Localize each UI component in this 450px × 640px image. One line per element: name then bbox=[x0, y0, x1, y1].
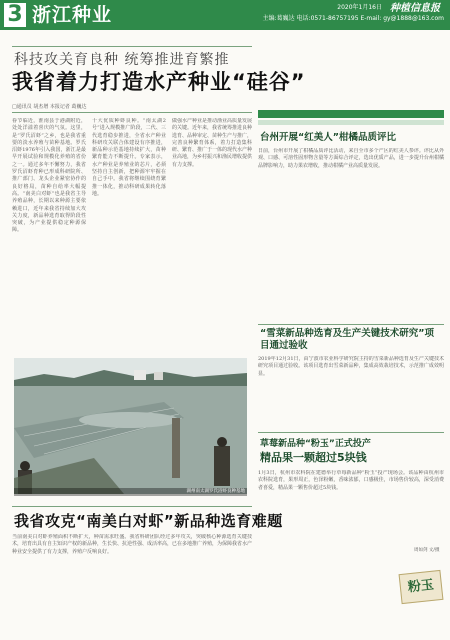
masthead-logo: 种植信息报 bbox=[390, 3, 440, 14]
divider bbox=[258, 324, 444, 325]
photo-credit: 周如剑 文/摄 bbox=[414, 548, 440, 553]
photo-caption: 湖州南太湖罗氏沼虾良种基地 bbox=[14, 488, 247, 496]
sidebar-header-bar bbox=[258, 110, 444, 118]
article-column-2: 十大优质种虾良种。“南太湖2号”进入规模推广阶段，二代、三代选育稳步推进，全省水产种业科研攻关联合体建设有序推进，新品种示范基地持续扩大，苗种繁育能力不断提升。专家表示，水产种业是养殖业的芯片，必须坚持自主创新，把种源牢牢握在自己手中。我省将继续围绕育繁推一体化，推动科研成果转化落地。 bbox=[92, 118, 166, 197]
sidebar-article-3-body: 1月3日，杭州市农科院在建德举行草莓新品种“粉玉”投产现场会。该品种由杭州市农科院选育，果形周正，色泽粉嫩，香味浓郁，口感极佳，市场售价较高，深受消费者喜爱，精品果一颗售价超过5块钱。 bbox=[258, 470, 444, 491]
editor-contacts: 主编:葛巍达 电话:0571-86757195 E-mail: gy@1888@163.com bbox=[262, 15, 444, 22]
issue-date: 2020年1月16日 bbox=[337, 4, 382, 11]
fenyu-brand-seal: 粉玉 bbox=[399, 570, 444, 604]
second-article-headline: 我省攻克“南美白对虾”新品种选育难题 bbox=[14, 512, 283, 530]
sidebar-article-1-title: 台州开展“红美人”柑橘品质评比 bbox=[260, 132, 396, 143]
article-column-1: 眷节临近，淮南县于港湖附近，处处洋溢着喜庆的气氛。这里，是“罗氏沼虾”之乡，也是我省重要的淡水养殖与苗种基地。罗氏沼虾1976年引入我国，浙江是最早开展试验和规模化养殖的省份之一。通过多年不懈努力，我省罗氏沼虾育种已形成科研院所、推广部门、龙头企业紧密协作的良好格局，苗种自给率大幅提高。“南美白对虾”也是我省主导养殖品种，长期以来种源主要依赖进口，近年来我省持续加大攻关力度，新品种选育取得阶段性突破，为产业提供稳定种源保障。 bbox=[12, 118, 86, 234]
article-headline: 我省着力打造水产种业“硅谷” bbox=[12, 70, 306, 94]
section-title: 浙江种业 bbox=[32, 4, 113, 26]
sidebar-article-1-body: 日前，台州市开展了柑橘品质评比活动，来自全市多个产区的红美人参评。评比从外观、口感、可溶性固形物含量等方面综合评定，选出优质产品，进一步提升台州柑橘品牌影响力，助力果农增收，推动柑橘产业高质量发展。 bbox=[258, 148, 444, 169]
shrimp-farm-photo bbox=[14, 358, 247, 494]
divider bbox=[12, 112, 252, 113]
sidebar-column bbox=[258, 110, 444, 604]
sidebar-article-3-title: 草莓新品种“粉玉”正式投产 bbox=[260, 439, 371, 449]
sidebar-article-3-subtitle: 精品果一颗超过5块钱 bbox=[260, 451, 367, 464]
sidebar-article-2-body: 2019年12月31日，由宁波市农业科学研究院主持的雪菜新品种选育及生产关键技术研究项目通过验收。该项目选育出雪菜新品种，集成高效栽培技术，示范推广成效明显。 bbox=[258, 356, 444, 377]
divider bbox=[12, 46, 252, 47]
sidebar-subheader-bar bbox=[258, 120, 444, 125]
page-number: 3 bbox=[4, 3, 26, 27]
article-column-3: 做强水产种业是推动渔业高质量发展的关键。近年来，我省统筹推进良种选育、品种审定、苗种生产与推广，完善良种繁育体系，着力打造集科研、繁育、推广于一体的现代水产种业高地，为乡村振兴和渔民增收提供有力支撑。 bbox=[172, 118, 252, 168]
divider bbox=[12, 506, 252, 507]
divider bbox=[258, 432, 444, 433]
sidebar-article-2-title: “雪菜新品种选育及生产关键技术研究”项目通过验收 bbox=[260, 328, 434, 351]
pond-scene-image bbox=[14, 358, 247, 494]
article-byline: □通讯员 胡杰增 本报记者 葛巍达 bbox=[12, 104, 87, 110]
second-article-body: 当前南美白对虾养殖面积不断扩大，种苗需求旺盛。我省科研团队经过多年攻关，突破核心种源选育关键技术，培育出具有自主知识产权的新品种，生长快、抗逆性强、成活率高，已在多地推广养殖，为保障我省水产种业安全提供了有力支撑，养殖户反响良好。 bbox=[12, 534, 252, 555]
article-kicker: 科技攻关育良种 统筹推进育繁推 bbox=[14, 52, 230, 68]
